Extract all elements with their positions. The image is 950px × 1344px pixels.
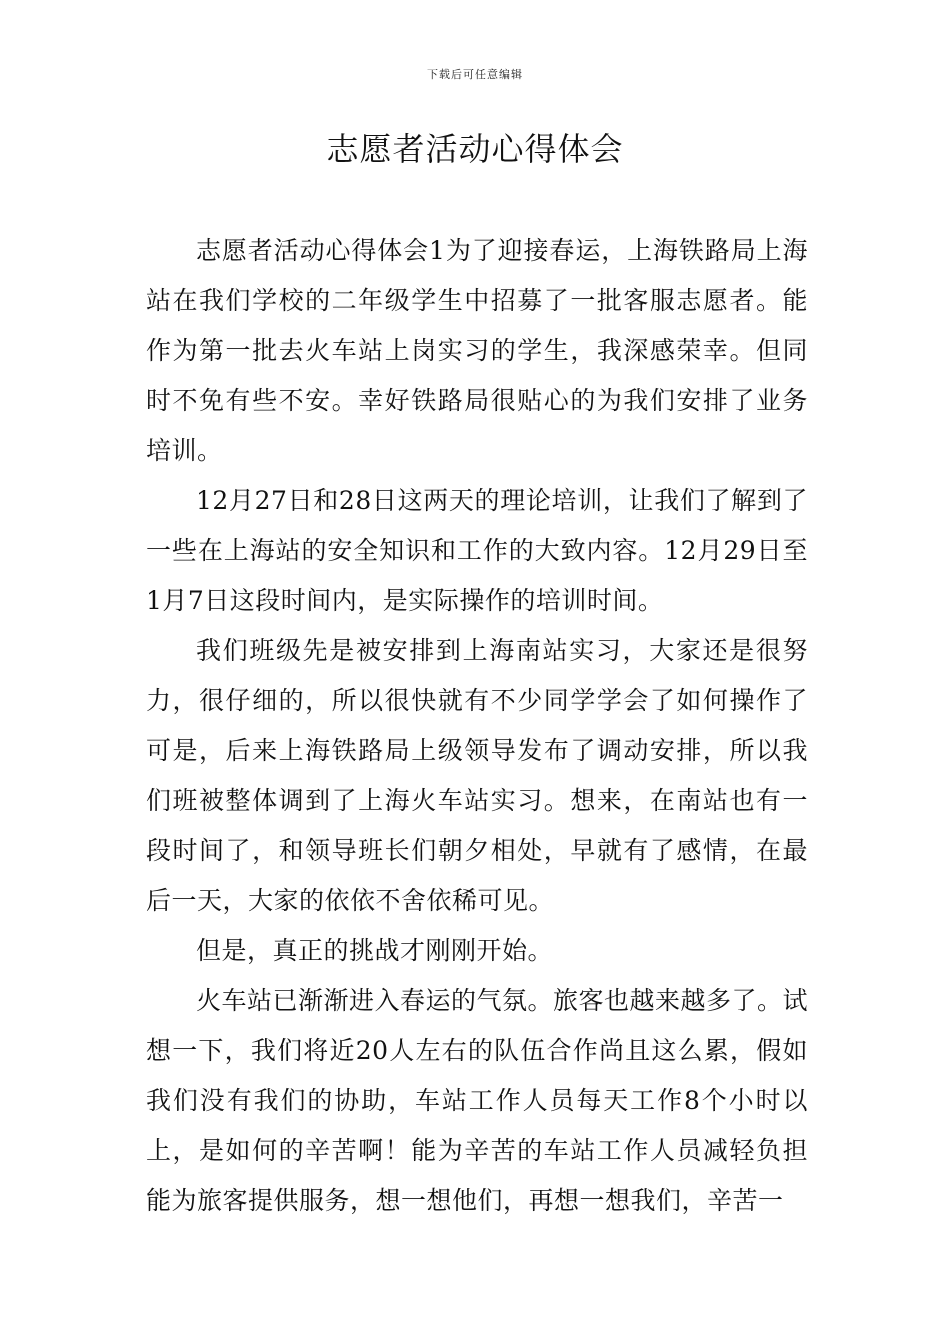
paragraph: 我们班级先是被安排到上海南站实习，大家还是很努力，很仔细的，所以很快就有不少同学学会了如何操作了可是，后来上海铁路局上级领导发布了调动安排，所以我们班被整体调到了上海火车站实习。想来，在南站也有一段时间了，和领导班长们朝夕相处，早就有了感情，在最后一天，大家的依依不舍依稀可见。: [146, 636, 808, 915]
paragraph: 志愿者活动心得体会1为了迎接春运，上海铁路局上海站在我们学校的二年级学生中招募了一批客服志愿者。能作为第一批去火车站上岗实习的学生，我深感荣幸。但同时不免有些不安。幸好铁路局很贴心的为我们安排了业务培训。: [146, 236, 808, 465]
paragraph: 12月27日和28日这两天的理论培训，让我们了解到了一些在上海站的安全知识和工作的大致内容。12月29日至1月7日这段时间内，是实际操作的培训时间。: [146, 486, 808, 615]
header-note: 下载后可任意编辑: [427, 68, 523, 81]
paragraph: 但是，真正的挑战才刚刚开始。: [196, 936, 554, 965]
document-title: 志愿者活动心得体会: [326, 130, 624, 168]
paragraph: 火车站已渐渐进入春运的气氛。旅客也越来越多了。试想一下，我们将近20人左右的队伍合作尚且这么累，假如我们没有我们的协助，车站工作人员每天工作8个小时以上，是如何的辛苦啊！能为辛苦的车站工作人员减轻负担能为旅客提供服务，想一想他们，再想一想我们，辛苦一: [146, 986, 809, 1215]
document-body: [146, 226, 808, 1226]
